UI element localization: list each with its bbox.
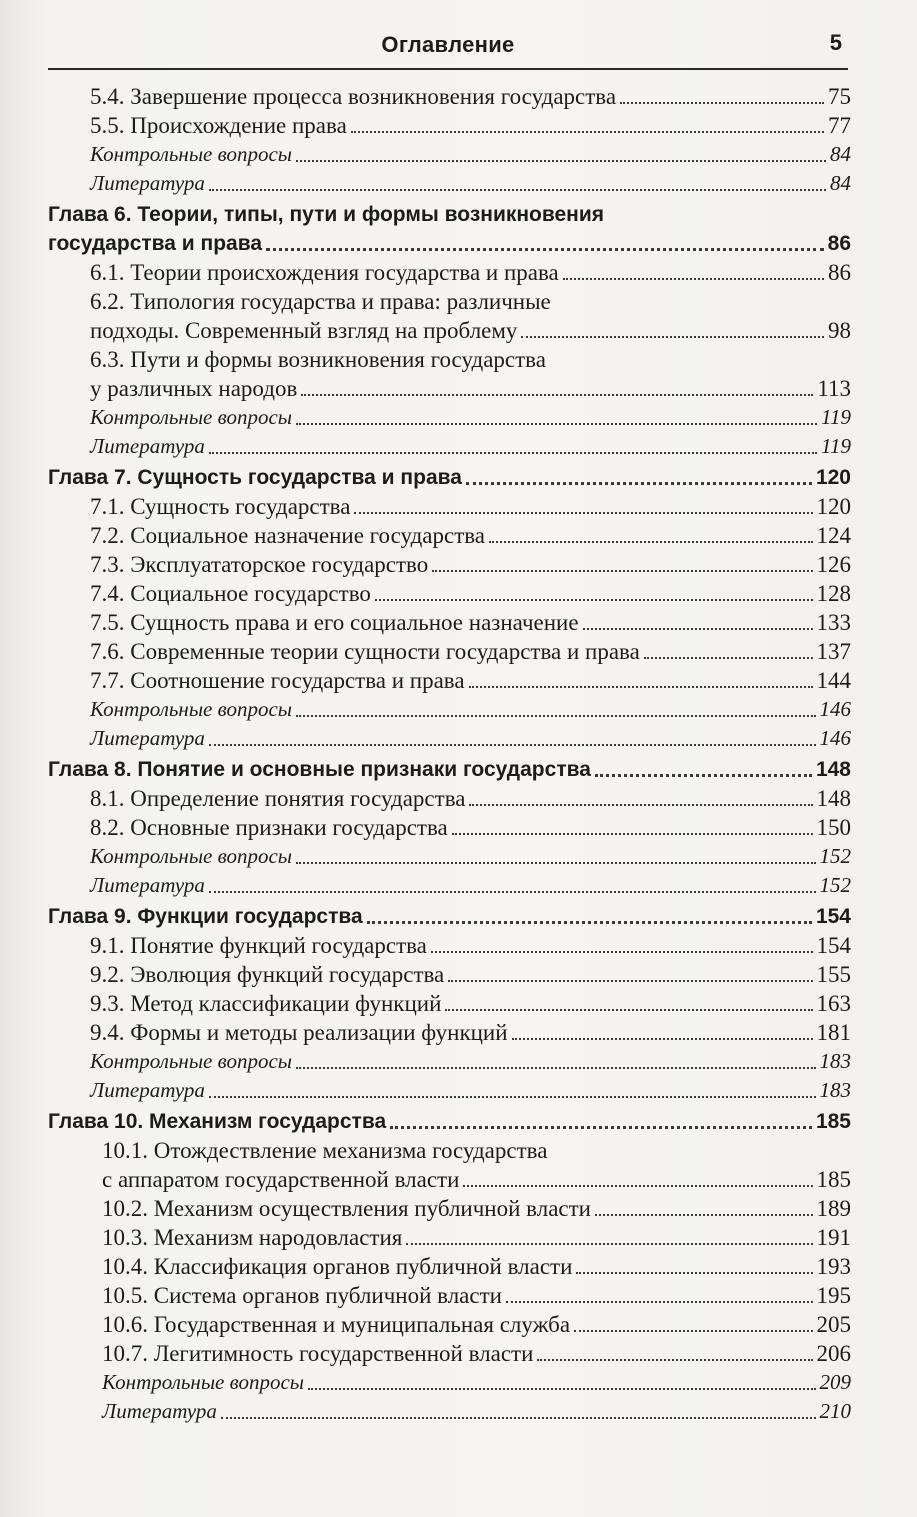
toc-entry-ch7-literature[interactable]: Литература 146 bbox=[48, 724, 851, 753]
toc-entry-ch7-questions[interactable]: Контрольные вопросы 146 bbox=[48, 695, 851, 724]
toc-entry-9-4[interactable]: 9.4. Формы и методы реализации функций 181 bbox=[90, 1020, 851, 1045]
dot-leader bbox=[432, 570, 812, 572]
toc-entry-7-5[interactable]: 7.5. Сущность права и его социальное назначение 133 bbox=[90, 610, 851, 635]
dot-leader bbox=[209, 891, 816, 893]
page-ref: 98 bbox=[828, 318, 851, 343]
dot-leader bbox=[506, 1301, 813, 1303]
page-ref: 119 bbox=[821, 405, 851, 429]
dot-leader bbox=[221, 1417, 816, 1419]
dot-leader bbox=[390, 1126, 812, 1129]
toc-entry-10-2[interactable]: 10.2. Механизм осуществления публичной власти 189 bbox=[102, 1196, 851, 1221]
toc-entry-10-6[interactable]: 10.6. Государственная и муниципальная служба 205 bbox=[102, 1312, 851, 1337]
page-ref: 152 bbox=[819, 844, 851, 868]
toc-entry-7-6[interactable]: 7.6. Современные теории сущности государства и права 137 bbox=[90, 639, 851, 664]
dot-leader bbox=[489, 541, 812, 543]
page-ref: 210 bbox=[819, 1399, 851, 1423]
page-ref: 152 bbox=[819, 873, 851, 897]
toc-entry-7-3[interactable]: 7.3. Эксплуататорское государство 126 bbox=[90, 552, 851, 577]
page-ref: 183 bbox=[819, 1049, 851, 1073]
toc-entry-7-4[interactable]: 7.4. Социальное государство 128 bbox=[90, 581, 851, 606]
toc-entry-6-1[interactable]: 6.1. Теории происхождения государства и права 86 bbox=[90, 260, 851, 285]
page-ref: 185 bbox=[816, 1167, 851, 1192]
toc-entry-ch9-literature[interactable]: Литература 183 bbox=[48, 1076, 851, 1105]
page-title: Оглавление bbox=[381, 32, 515, 57]
page-ref: 154 bbox=[816, 933, 851, 958]
dot-leader bbox=[466, 482, 812, 485]
toc-chapter-7[interactable]: Глава 7. Сущность государства и права 120 bbox=[48, 463, 851, 492]
page-ref: 195 bbox=[816, 1283, 851, 1308]
toc-entry-10-7[interactable]: 10.7. Легитимность государственной власти 206 bbox=[102, 1341, 851, 1366]
toc-chapter-6[interactable]: государства и права 86 bbox=[48, 229, 851, 258]
dot-leader bbox=[595, 774, 812, 777]
toc-entry-6-2-title[interactable]: 6.2. Типология государства и права: различные bbox=[90, 289, 551, 314]
toc-chapter-10[interactable]: Глава 10. Механизм государства 185 bbox=[48, 1107, 851, 1136]
toc-entry-9-1[interactable]: 9.1. Понятие функций государства 154 bbox=[90, 933, 851, 958]
dot-leader bbox=[296, 1067, 815, 1069]
dot-leader bbox=[351, 131, 824, 133]
toc-entry-ch8-questions[interactable]: Контрольные вопросы 152 bbox=[48, 842, 851, 871]
toc-entry-ch5-questions[interactable]: Контрольные вопросы 84 bbox=[48, 140, 851, 169]
toc-entry-5-5[interactable]: 5.5. Происхождение права 77 bbox=[90, 113, 851, 138]
dot-leader bbox=[521, 336, 824, 338]
dot-leader bbox=[644, 657, 813, 659]
dot-leader bbox=[574, 1330, 812, 1332]
page-ref: 146 bbox=[819, 726, 851, 750]
dot-leader bbox=[354, 512, 812, 514]
dot-leader bbox=[563, 278, 824, 280]
toc-entry-8-2[interactable]: 8.2. Основные признаки государства 150 bbox=[90, 815, 851, 840]
dot-leader bbox=[209, 189, 826, 191]
toc-entry-5-4[interactable]: 5.4. Завершение процесса возникновения государства 75 bbox=[90, 84, 851, 109]
page-ref: 146 bbox=[819, 697, 851, 721]
page-ref: 86 bbox=[827, 232, 851, 255]
dot-leader bbox=[296, 862, 815, 864]
dot-leader bbox=[583, 628, 813, 630]
dot-leader bbox=[296, 423, 817, 425]
page-ref: 191 bbox=[816, 1225, 851, 1250]
toc-entry-8-1[interactable]: 8.1. Определение понятия государства 148 bbox=[90, 786, 851, 811]
page-ref: 137 bbox=[816, 639, 851, 664]
toc-entry-ch5-literature[interactable]: Литература 84 bbox=[48, 169, 851, 198]
toc-entry-6-3-title[interactable]: 6.3. Пути и формы возникновения государства bbox=[90, 347, 546, 372]
toc-entry-6-2[interactable]: подходы. Современный взгляд на проблему 98 bbox=[90, 318, 851, 343]
dot-leader bbox=[308, 1388, 815, 1390]
dot-leader bbox=[209, 1096, 816, 1098]
page-ref: 206 bbox=[816, 1341, 851, 1366]
page-ref: 209 bbox=[819, 1370, 851, 1394]
toc-entry-9-2[interactable]: 9.2. Эволюция функций государства 155 bbox=[90, 962, 851, 987]
page-ref: 181 bbox=[816, 1020, 851, 1045]
toc-entry-ch8-literature[interactable]: Литература 152 bbox=[48, 871, 851, 900]
dot-leader bbox=[296, 715, 815, 717]
page-ref: 163 bbox=[816, 991, 851, 1016]
running-header bbox=[48, 28, 848, 70]
toc-entry-10-4[interactable]: 10.4. Классификация органов публичной власти 193 bbox=[102, 1254, 851, 1279]
dot-leader bbox=[469, 686, 813, 688]
dot-leader bbox=[445, 1009, 812, 1011]
dot-leader bbox=[595, 1214, 813, 1216]
toc-chapter-8[interactable]: Глава 8. Понятие и основные признаки государства 148 bbox=[48, 755, 851, 784]
dot-leader bbox=[448, 980, 812, 982]
toc-entry-ch10-questions[interactable]: Контрольные вопросы 209 bbox=[48, 1368, 851, 1397]
dot-leader bbox=[469, 804, 812, 806]
page-ref: 133 bbox=[816, 610, 851, 635]
page-ref: 119 bbox=[821, 434, 851, 458]
page-ref: 84 bbox=[830, 142, 851, 166]
table-of-contents bbox=[48, 82, 851, 1426]
dot-leader bbox=[375, 599, 813, 601]
dot-leader bbox=[452, 833, 813, 835]
toc-entry-10-5[interactable]: 10.5. Система органов публичной власти 195 bbox=[102, 1283, 851, 1308]
page-ref: 150 bbox=[816, 815, 851, 840]
page-ref: 128 bbox=[816, 581, 851, 606]
toc-entry-10-1[interactable]: с аппаратом государственной власти 185 bbox=[102, 1167, 851, 1192]
toc-entry-ch10-literature[interactable]: Литература 210 bbox=[48, 1397, 851, 1426]
dot-leader bbox=[406, 1243, 812, 1245]
toc-entry-7-7[interactable]: 7.7. Соотношение государства и права 144 bbox=[90, 668, 851, 693]
page-ref: 113 bbox=[817, 376, 851, 401]
dot-leader bbox=[209, 452, 817, 454]
page-ref: 77 bbox=[828, 113, 851, 138]
dot-leader bbox=[463, 1185, 812, 1187]
page-ref: 144 bbox=[816, 668, 851, 693]
toc-entry-9-3[interactable]: 9.3. Метод классификации функций 163 bbox=[90, 991, 851, 1016]
toc-entry-6-3[interactable]: у различных народов 113 bbox=[90, 376, 851, 401]
dot-leader bbox=[431, 951, 813, 953]
page-ref: 84 bbox=[830, 171, 851, 195]
toc-entry-7-2[interactable]: 7.2. Социальное назначение государства 124 bbox=[90, 523, 851, 548]
dot-leader bbox=[367, 921, 812, 924]
dot-leader bbox=[576, 1272, 812, 1274]
dot-leader bbox=[296, 160, 826, 162]
toc-entry-ch6-literature[interactable]: Литература 119 bbox=[48, 432, 851, 461]
page-ref: 120 bbox=[815, 466, 851, 489]
dot-leader bbox=[301, 394, 813, 396]
dot-leader bbox=[620, 102, 824, 104]
toc-chapter-9[interactable]: Глава 9. Функции государства 154 bbox=[48, 902, 851, 931]
page-ref: 75 bbox=[828, 84, 851, 109]
page-ref: 155 bbox=[816, 962, 851, 987]
page-ref: 185 bbox=[815, 1110, 851, 1133]
toc-entry-10-1-title[interactable]: 10.1. Отождествление механизма государства bbox=[102, 1138, 548, 1163]
dot-leader bbox=[512, 1038, 813, 1040]
page-ref: 120 bbox=[816, 494, 851, 519]
toc-entry-7-1[interactable]: 7.1. Сущность государства 120 bbox=[90, 494, 851, 519]
dot-leader bbox=[209, 744, 816, 746]
page-ref: 126 bbox=[816, 552, 851, 577]
toc-entry-ch6-questions[interactable]: Контрольные вопросы 119 bbox=[48, 403, 851, 432]
dot-leader bbox=[537, 1359, 812, 1361]
page-ref: 148 bbox=[816, 786, 851, 811]
page-ref: 189 bbox=[816, 1196, 851, 1221]
toc-entry-10-3[interactable]: 10.3. Механизм народовластия 191 bbox=[102, 1225, 851, 1250]
toc-chapter-6-title[interactable]: Глава 6. Теории, типы, пути и формы возникновения bbox=[48, 203, 605, 226]
page-ref: 148 bbox=[815, 758, 851, 781]
page-ref: 183 bbox=[819, 1078, 851, 1102]
page-ref: 205 bbox=[816, 1312, 851, 1337]
page-ref: 86 bbox=[828, 260, 851, 285]
toc-entry-ch9-questions[interactable]: Контрольные вопросы 183 bbox=[48, 1047, 851, 1076]
page-number: 5 bbox=[829, 30, 842, 55]
dot-leader bbox=[266, 248, 824, 251]
page-ref: 154 bbox=[815, 905, 851, 928]
page-ref: 124 bbox=[816, 523, 851, 548]
page-ref: 193 bbox=[816, 1254, 851, 1279]
